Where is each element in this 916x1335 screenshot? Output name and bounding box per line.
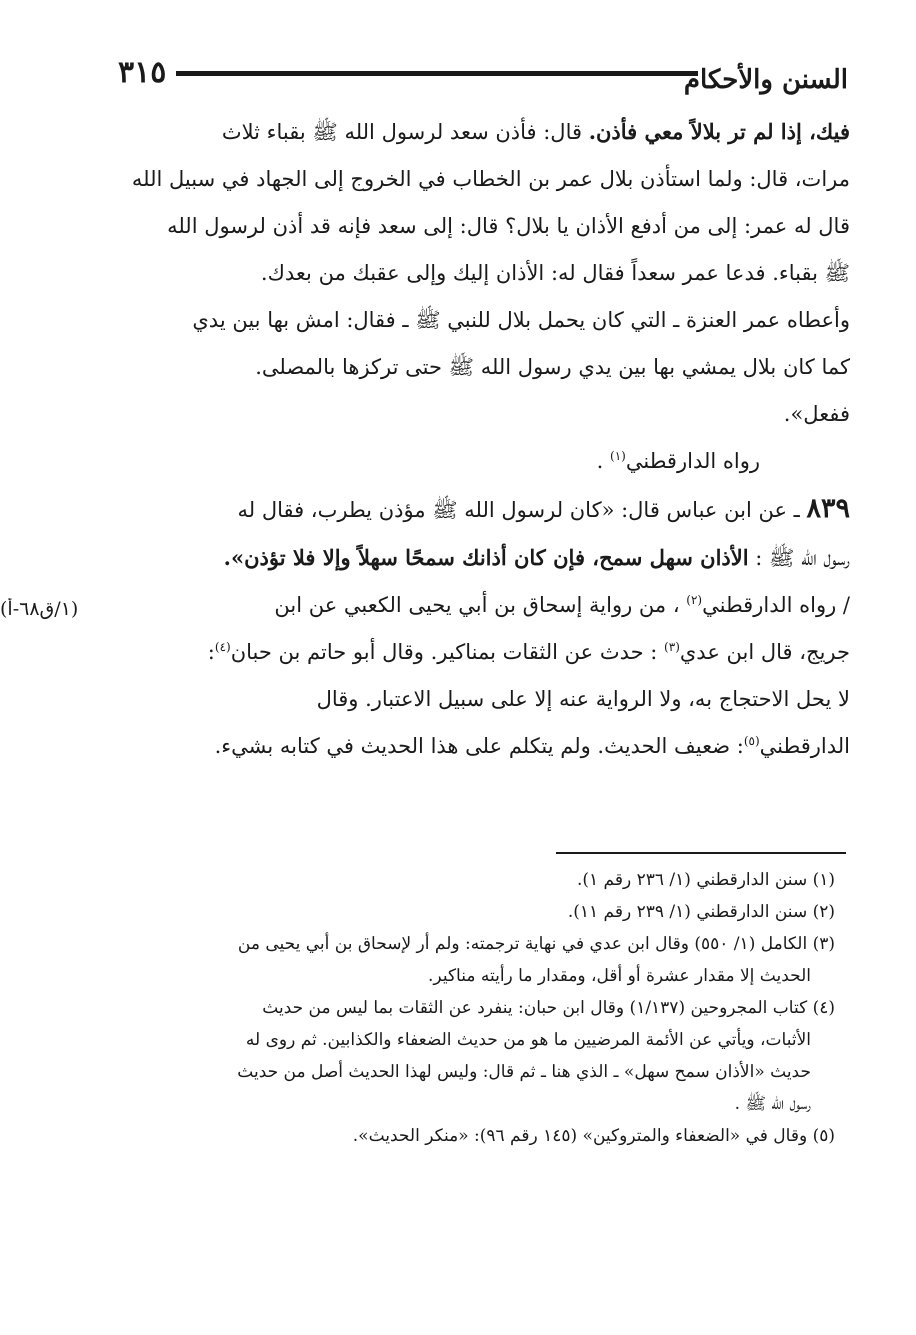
text-span: الأذان سهل سمح، فإن كان أذانك سمحًا سهلاً وإلا فلا تؤذن». xyxy=(223,545,749,570)
text-line: كما كان بلال يمشي بها بين يدي رسول الله ﷺ حتى تركزها بالمصلى. xyxy=(255,355,850,379)
text-line: لا يحل الاحتجاج به، ولا الرواية عنه إلا على سبيل الاعتبار. وقال xyxy=(316,687,850,711)
text-span: ـ عن ابن عباس قال: «كان لرسول الله ﷺ مؤذن يطرب، فقال له xyxy=(237,498,807,522)
footnote-continuation: الحديث إلا مقدار عشرة أو أقل، ومقدار ما رأيته مناكير. xyxy=(428,966,811,986)
footnote-ref: (١) xyxy=(610,449,626,463)
text-line: ﷺ بقباء. فدعا عمر سعداً فقال له: الأذان إليك وإلى عقبك من بعدك. xyxy=(260,261,850,285)
text-span: : xyxy=(207,640,215,664)
footnote-continuation: رسول الله ﷺ . xyxy=(734,1094,811,1114)
text-line: مرات، قال: ولما استأذن بلال عمر بن الخطاب في الخروج إلى الجهاد في سبيل الله xyxy=(131,167,850,191)
text-span: فيك، إذا لم تر بلالاً معي فأذن. xyxy=(588,119,850,144)
manuscript-marginal-note: (١/ق٦٨-أ) xyxy=(0,598,79,620)
footnote-ref: (٢) xyxy=(686,593,703,607)
text-line: ففعل». xyxy=(783,402,850,426)
text-span: : ضعيف الحديث. ولم يتكلم على هذا الحديث في كتابه بشيء. xyxy=(214,734,744,758)
text-line xyxy=(115,582,850,629)
text-line: قال له عمر: إلى من أدفع الأذان يا بلال؟ قال: إلى سعد فإنه قد أذن لرسول الله xyxy=(167,214,850,238)
text-line xyxy=(115,629,850,676)
text-span: الدارقطني xyxy=(759,734,850,758)
text-span: : حدث عن الثقات بمناكير. وقال أبو حاتم بن حبان xyxy=(230,640,665,664)
text-span: رسول الله ﷺ : xyxy=(748,546,850,570)
text-span: قال: فأذن سعد لرسول الله ﷺ بقباء ثلاث xyxy=(221,120,589,144)
hadith-line xyxy=(115,534,850,582)
footnote: (٥) وقال في «الضعفاء والمتروكين» (١٤٥ رقم ٩٦): «منكر الحديث». xyxy=(352,1126,835,1146)
text-span: جريج، قال ابن عدي xyxy=(679,640,850,664)
footnote: (٤) كتاب المجروحين (١/١٣٧) وقال ابن حبان: ينفرد عن الثقات بما ليس من حديث xyxy=(262,998,835,1018)
running-title: السنن والأحكام xyxy=(683,65,848,95)
text-line xyxy=(115,723,850,770)
footnote-continuation: حديث «الأذان سمح سهل» ـ الذي هنا ـ ثم قال: وليس لهذا الحديث أصل من حديث xyxy=(237,1062,811,1082)
header-rule xyxy=(176,71,698,76)
footnote: (٣) الكامل (١/ ٥٥٠) وقال ابن عدي في نهاية ترجمته: ولم أر لإسحاق بن أبي يحيى من xyxy=(237,934,835,954)
text-span: ، من رواية إسحاق بن أبي يحيى الكعبي عن ابن xyxy=(274,593,687,617)
hadith-line xyxy=(115,485,850,534)
footnote: (١) سنن الدارقطني (١/ ٢٣٦ رقم ١). xyxy=(576,870,835,890)
footnote-continuation: الأثبات، ويأتي عن الأئمة المرضيين ما هو من حديث الضعفاء والكذابين. ثم روى له xyxy=(245,1030,811,1050)
page-number: ٣١٥ xyxy=(118,55,167,90)
text-span: / رواه الدارقطني xyxy=(702,593,850,617)
footnote-rule xyxy=(556,852,846,854)
footnote-ref: (٤) xyxy=(214,640,231,654)
footnote-ref: (٣) xyxy=(664,640,680,654)
source-line: رواه الدارقطني$^{(١)}$ . xyxy=(596,449,760,473)
footnote: (٢) سنن الدارقطني (١/ ٢٣٩ رقم ١١). xyxy=(567,902,835,922)
text-line: وأعطاه عمر العنزة ـ التي كان يحمل بلال للنبي ﷺ ـ فقال: امش بها بين يدي xyxy=(192,308,850,332)
text-span: رواه الدارقطني xyxy=(625,449,760,473)
text-line xyxy=(115,108,850,156)
main-text xyxy=(115,108,850,770)
footnotes xyxy=(130,864,835,1152)
hadith-number: ٨٣٩ xyxy=(806,493,850,524)
footnote-ref: (٥) xyxy=(743,734,760,748)
page-header xyxy=(118,55,848,97)
